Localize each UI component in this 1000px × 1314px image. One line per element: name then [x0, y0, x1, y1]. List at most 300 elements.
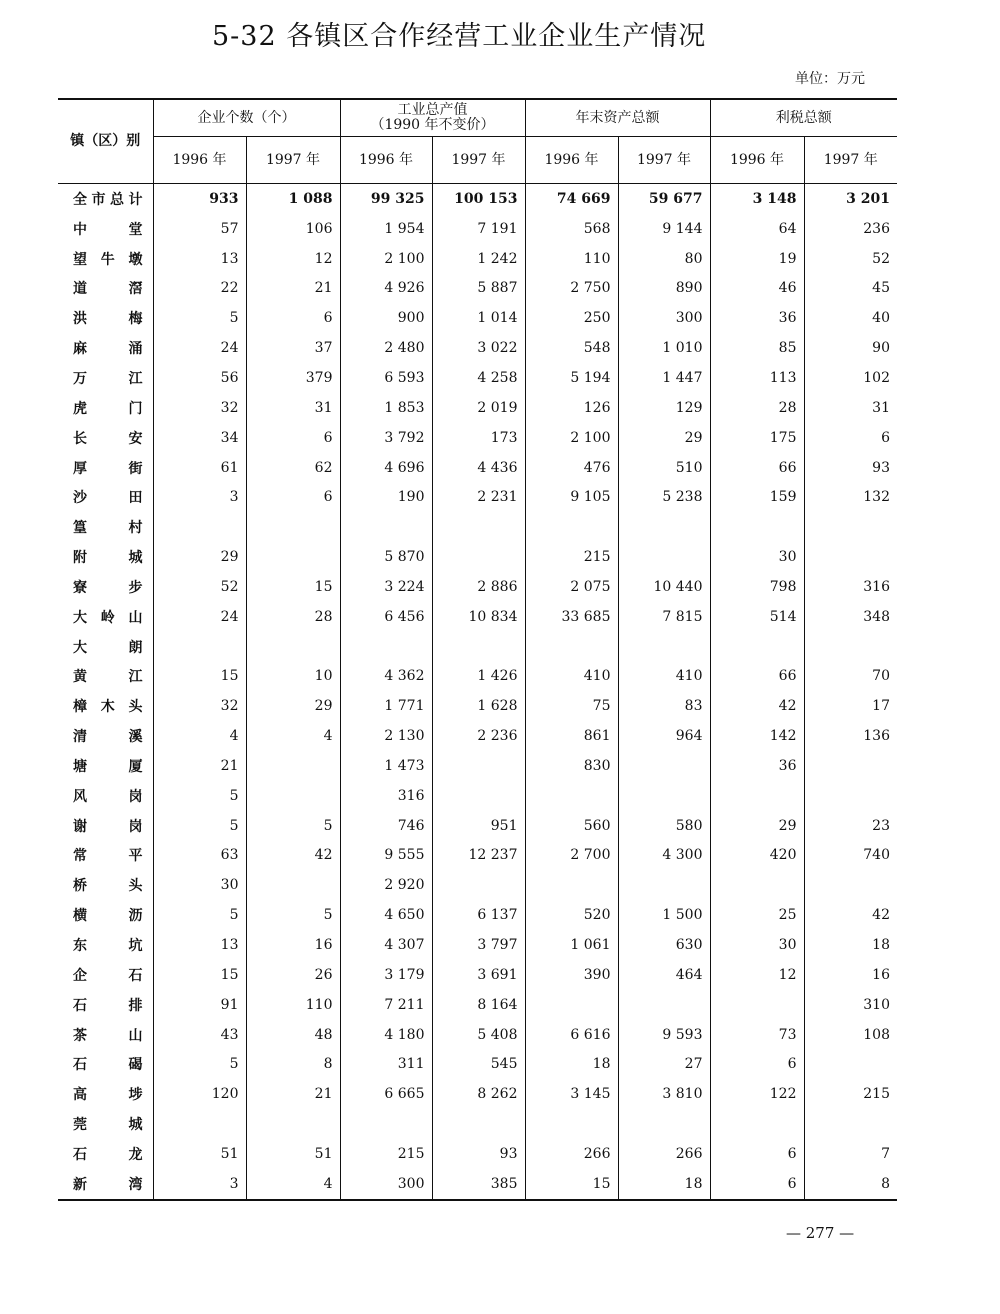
- value-cell: 3 797: [432, 930, 525, 960]
- value-cell: 75: [525, 691, 618, 721]
- value-cell: 560: [525, 811, 618, 841]
- group-header-enterprises: [153, 99, 340, 137]
- value-cell: 1 853: [340, 393, 432, 423]
- value-cell: 99 325: [340, 184, 432, 214]
- value-cell: 51: [153, 1139, 246, 1169]
- value-cell: 93: [432, 1139, 525, 1169]
- value-cell: 545: [432, 1049, 525, 1079]
- stub-header: 镇（区）别: [58, 99, 153, 184]
- value-cell: 10 440: [618, 572, 710, 602]
- value-cell: 46: [710, 274, 804, 304]
- value-cell: 2 700: [525, 841, 618, 871]
- town-name: 虎门: [73, 400, 143, 417]
- value-cell: 13: [153, 930, 246, 960]
- value-cell: 29: [710, 811, 804, 841]
- value-cell: 6 616: [525, 1020, 618, 1050]
- value-cell: [618, 781, 710, 811]
- town-name: 塘厦: [73, 758, 143, 775]
- value-cell: [804, 512, 897, 542]
- value-cell: 746: [340, 811, 432, 841]
- value-cell: 964: [618, 721, 710, 751]
- value-cell: 951: [432, 811, 525, 841]
- value-cell: 51: [246, 1139, 340, 1169]
- value-cell: 21: [246, 1079, 340, 1109]
- value-cell: 4 300: [618, 841, 710, 871]
- value-cell: 6: [246, 303, 340, 333]
- value-cell: 136: [804, 721, 897, 751]
- value-cell: 66: [710, 453, 804, 483]
- value-cell: 250: [525, 303, 618, 333]
- value-cell: 9 593: [618, 1020, 710, 1050]
- value-cell: 311: [340, 1049, 432, 1079]
- value-cell: 126: [525, 393, 618, 423]
- value-cell: 5: [246, 900, 340, 930]
- value-cell: [432, 870, 525, 900]
- table-row: [58, 244, 897, 274]
- table-row: [58, 870, 897, 900]
- value-cell: 1 954: [340, 214, 432, 244]
- value-cell: 464: [618, 960, 710, 990]
- value-cell: 266: [525, 1139, 618, 1169]
- value-cell: 36: [710, 751, 804, 781]
- value-cell: [246, 632, 340, 662]
- value-cell: 32: [153, 393, 246, 423]
- value-cell: 56: [153, 363, 246, 393]
- value-cell: 33 685: [525, 602, 618, 632]
- value-cell: 520: [525, 900, 618, 930]
- group-header-label: 年末资产总额: [575, 109, 660, 126]
- value-cell: [618, 751, 710, 781]
- value-cell: [525, 632, 618, 662]
- value-cell: 17: [804, 691, 897, 721]
- value-cell: 2 100: [525, 423, 618, 453]
- town-name: 黄江: [73, 669, 143, 686]
- value-cell: 3: [153, 1169, 246, 1200]
- town-name: 高埗: [73, 1087, 143, 1104]
- value-cell: 80: [618, 244, 710, 274]
- table-row: [58, 632, 897, 662]
- table-row: [58, 990, 897, 1020]
- value-cell: 24: [153, 333, 246, 363]
- town-name: 全市总计: [73, 191, 143, 208]
- value-cell: [340, 632, 432, 662]
- value-cell: 4 362: [340, 662, 432, 692]
- value-cell: 740: [804, 841, 897, 871]
- value-cell: 410: [525, 662, 618, 692]
- town-name: 常平: [73, 848, 143, 865]
- value-cell: 4: [153, 721, 246, 751]
- value-cell: 6 665: [340, 1079, 432, 1109]
- table-row: [58, 781, 897, 811]
- value-cell: 4: [246, 1169, 340, 1200]
- value-cell: 29: [246, 691, 340, 721]
- value-cell: 52: [153, 572, 246, 602]
- value-cell: 12 237: [432, 841, 525, 871]
- value-cell: 630: [618, 930, 710, 960]
- value-cell: 25: [710, 900, 804, 930]
- value-cell: 23: [804, 811, 897, 841]
- value-cell: 43: [153, 1020, 246, 1050]
- value-cell: 31: [804, 393, 897, 423]
- value-cell: 310: [804, 990, 897, 1020]
- town-name: 茶山: [73, 1027, 143, 1044]
- town-name: 横沥: [73, 908, 143, 925]
- value-cell: 2 480: [340, 333, 432, 363]
- table-row: [58, 363, 897, 393]
- value-cell: [246, 870, 340, 900]
- year-header: 1996 年: [340, 137, 432, 184]
- year-header: 1996 年: [710, 137, 804, 184]
- town-name: 樟木头: [73, 699, 143, 716]
- value-cell: 2 075: [525, 572, 618, 602]
- value-cell: 5 887: [432, 274, 525, 304]
- year-header: 1996 年: [153, 137, 246, 184]
- value-cell: 7 191: [432, 214, 525, 244]
- value-cell: 6: [710, 1049, 804, 1079]
- value-cell: 1 447: [618, 363, 710, 393]
- page-number: — 277 —: [786, 1224, 855, 1242]
- value-cell: 2 130: [340, 721, 432, 751]
- value-cell: 24: [153, 602, 246, 632]
- value-cell: 890: [618, 274, 710, 304]
- value-cell: [710, 632, 804, 662]
- value-cell: [246, 751, 340, 781]
- year-header: 1996 年: [525, 137, 618, 184]
- value-cell: [153, 512, 246, 542]
- table-row: [58, 303, 897, 333]
- value-cell: 3 691: [432, 960, 525, 990]
- value-cell: [618, 1109, 710, 1139]
- value-cell: 129: [618, 393, 710, 423]
- table-row: [58, 482, 897, 512]
- table-row: [58, 1139, 897, 1169]
- town-name: 大朗: [73, 639, 143, 656]
- value-cell: 15: [153, 662, 246, 692]
- table-row: [58, 602, 897, 632]
- value-cell: 5: [153, 811, 246, 841]
- value-cell: 3 224: [340, 572, 432, 602]
- value-cell: 4 307: [340, 930, 432, 960]
- value-cell: 12: [246, 244, 340, 274]
- town-name: 中堂: [73, 221, 143, 238]
- value-cell: 9 105: [525, 482, 618, 512]
- value-cell: 62: [246, 453, 340, 483]
- value-cell: 1 473: [340, 751, 432, 781]
- value-cell: 215: [340, 1139, 432, 1169]
- town-name: 企石: [73, 967, 143, 984]
- town-name: 寮步: [73, 579, 143, 596]
- value-cell: [432, 632, 525, 662]
- value-cell: 15: [525, 1169, 618, 1200]
- value-cell: 110: [525, 244, 618, 274]
- value-cell: 10 834: [432, 602, 525, 632]
- value-cell: 106: [246, 214, 340, 244]
- value-cell: [804, 542, 897, 572]
- value-cell: [525, 781, 618, 811]
- value-cell: 2 019: [432, 393, 525, 423]
- value-cell: 9 144: [618, 214, 710, 244]
- value-cell: 110: [246, 990, 340, 1020]
- value-cell: 1 088: [246, 184, 340, 214]
- total-row: [58, 184, 897, 214]
- value-cell: 6: [804, 423, 897, 453]
- year-header: 1997 年: [618, 137, 710, 184]
- data-table: [58, 98, 897, 1201]
- value-cell: 26: [246, 960, 340, 990]
- value-cell: 1 010: [618, 333, 710, 363]
- value-cell: [246, 1109, 340, 1139]
- table-row: [58, 333, 897, 363]
- value-cell: 3: [153, 482, 246, 512]
- value-cell: 2 750: [525, 274, 618, 304]
- value-cell: 316: [804, 572, 897, 602]
- value-cell: 933: [153, 184, 246, 214]
- group-header-assets: [525, 99, 710, 137]
- value-cell: 18: [804, 930, 897, 960]
- value-cell: 2 886: [432, 572, 525, 602]
- value-cell: 6 456: [340, 602, 432, 632]
- table-row: [58, 453, 897, 483]
- value-cell: 175: [710, 423, 804, 453]
- value-cell: 1 771: [340, 691, 432, 721]
- value-cell: 8: [804, 1169, 897, 1200]
- town-name: 万江: [73, 370, 143, 387]
- value-cell: 12: [710, 960, 804, 990]
- value-cell: 5: [246, 811, 340, 841]
- value-cell: 548: [525, 333, 618, 363]
- value-cell: 83: [618, 691, 710, 721]
- value-cell: [618, 990, 710, 1020]
- value-cell: [804, 1049, 897, 1079]
- value-cell: 15: [246, 572, 340, 602]
- value-cell: 7: [804, 1139, 897, 1169]
- value-cell: 420: [710, 841, 804, 871]
- value-cell: 6: [710, 1139, 804, 1169]
- value-cell: [246, 512, 340, 542]
- table-title: 5-32 各镇区合作经营工业企业生产情况: [212, 21, 707, 52]
- value-cell: 30: [710, 930, 804, 960]
- value-cell: 580: [618, 811, 710, 841]
- group-header-label: 企业个数（个）: [197, 109, 296, 126]
- value-cell: 385: [432, 1169, 525, 1200]
- value-cell: 4 650: [340, 900, 432, 930]
- value-cell: 9 555: [340, 841, 432, 871]
- table-row: [58, 662, 897, 692]
- value-cell: 8 262: [432, 1079, 525, 1109]
- value-cell: 6 593: [340, 363, 432, 393]
- value-cell: 4 696: [340, 453, 432, 483]
- value-cell: [618, 542, 710, 572]
- value-cell: [340, 1109, 432, 1139]
- value-cell: 379: [246, 363, 340, 393]
- value-cell: [525, 512, 618, 542]
- value-cell: 34: [153, 423, 246, 453]
- value-cell: 476: [525, 453, 618, 483]
- table-row: [58, 1169, 897, 1200]
- value-cell: 21: [153, 751, 246, 781]
- value-cell: 215: [525, 542, 618, 572]
- value-cell: 27: [618, 1049, 710, 1079]
- value-cell: 5 408: [432, 1020, 525, 1050]
- value-cell: 798: [710, 572, 804, 602]
- value-cell: 74 669: [525, 184, 618, 214]
- value-cell: 70: [804, 662, 897, 692]
- value-cell: 300: [618, 303, 710, 333]
- town-name: 洪梅: [73, 311, 143, 328]
- value-cell: 390: [525, 960, 618, 990]
- value-cell: 31: [246, 393, 340, 423]
- value-cell: 10: [246, 662, 340, 692]
- value-cell: 42: [246, 841, 340, 871]
- town-name: 厚街: [73, 460, 143, 477]
- value-cell: 42: [804, 900, 897, 930]
- value-cell: [153, 1109, 246, 1139]
- value-cell: 32: [153, 691, 246, 721]
- table-row: [58, 542, 897, 572]
- table-row: [58, 393, 897, 423]
- value-cell: 40: [804, 303, 897, 333]
- value-cell: 19: [710, 244, 804, 274]
- town-name: 麻涌: [73, 341, 143, 358]
- value-cell: [710, 512, 804, 542]
- value-cell: 28: [246, 602, 340, 632]
- town-name: 风岗: [73, 788, 143, 805]
- value-cell: [710, 990, 804, 1020]
- town-name: 大岭山: [73, 609, 143, 626]
- value-cell: 5: [153, 303, 246, 333]
- value-cell: 6: [710, 1169, 804, 1200]
- value-cell: 348: [804, 602, 897, 632]
- value-cell: 63: [153, 841, 246, 871]
- value-cell: [153, 632, 246, 662]
- value-cell: 1 426: [432, 662, 525, 692]
- value-cell: 30: [710, 542, 804, 572]
- value-cell: 37: [246, 333, 340, 363]
- value-cell: 3 148: [710, 184, 804, 214]
- town-name: 东坑: [73, 938, 143, 955]
- table-row: [58, 841, 897, 871]
- group-header-label: 工业总产值: [397, 102, 468, 118]
- value-cell: 52: [804, 244, 897, 274]
- town-name: 道滘: [73, 281, 143, 298]
- value-cell: 5 238: [618, 482, 710, 512]
- value-cell: 3 810: [618, 1079, 710, 1109]
- value-cell: [525, 990, 618, 1020]
- value-cell: [246, 781, 340, 811]
- town-name: 石龙: [73, 1146, 143, 1163]
- value-cell: 21: [246, 274, 340, 304]
- value-cell: [246, 542, 340, 572]
- value-cell: 410: [618, 662, 710, 692]
- value-cell: [804, 1109, 897, 1139]
- town-name: 石碣: [73, 1057, 143, 1074]
- value-cell: [710, 870, 804, 900]
- value-cell: 64: [710, 214, 804, 244]
- value-cell: 2 100: [340, 244, 432, 274]
- table-row: [58, 572, 897, 602]
- value-cell: [618, 512, 710, 542]
- town-name: 石排: [73, 997, 143, 1014]
- value-cell: 7 211: [340, 990, 432, 1020]
- value-cell: 5: [153, 1049, 246, 1079]
- table-row: [58, 214, 897, 244]
- value-cell: [432, 512, 525, 542]
- value-cell: 4 926: [340, 274, 432, 304]
- value-cell: [804, 870, 897, 900]
- value-cell: 2 236: [432, 721, 525, 751]
- value-cell: 3 145: [525, 1079, 618, 1109]
- value-cell: 16: [804, 960, 897, 990]
- town-name: 新湾: [58, 1169, 153, 1200]
- table-row: [58, 751, 897, 781]
- value-cell: [432, 542, 525, 572]
- value-cell: 8 164: [432, 990, 525, 1020]
- value-cell: 45: [804, 274, 897, 304]
- value-cell: 4 258: [432, 363, 525, 393]
- value-cell: 6 137: [432, 900, 525, 930]
- value-cell: 2 920: [340, 870, 432, 900]
- value-cell: 91: [153, 990, 246, 1020]
- value-cell: 1 242: [432, 244, 525, 274]
- value-cell: 120: [153, 1079, 246, 1109]
- table-row: [58, 960, 897, 990]
- table-row: [58, 274, 897, 304]
- value-cell: 108: [804, 1020, 897, 1050]
- value-cell: 7 815: [618, 602, 710, 632]
- value-cell: 18: [618, 1169, 710, 1200]
- value-cell: [432, 781, 525, 811]
- value-cell: 3 201: [804, 184, 897, 214]
- value-cell: 900: [340, 303, 432, 333]
- group-header-sublabel: （1990 年不变价）: [370, 117, 495, 133]
- value-cell: 29: [618, 423, 710, 453]
- value-cell: [804, 632, 897, 662]
- value-cell: 16: [246, 930, 340, 960]
- town-name: 谢岗: [73, 818, 143, 835]
- table-row: [58, 512, 897, 542]
- value-cell: [710, 1109, 804, 1139]
- value-cell: 28: [710, 393, 804, 423]
- value-cell: 61: [153, 453, 246, 483]
- value-cell: 3 022: [432, 333, 525, 363]
- value-cell: 66: [710, 662, 804, 692]
- value-cell: 30: [153, 870, 246, 900]
- value-cell: 4 436: [432, 453, 525, 483]
- value-cell: 5 870: [340, 542, 432, 572]
- year-header: 1997 年: [432, 137, 525, 184]
- table-row: [58, 930, 897, 960]
- table-row: [58, 900, 897, 930]
- value-cell: [618, 870, 710, 900]
- year-header: 1997 年: [246, 137, 340, 184]
- value-cell: 159: [710, 482, 804, 512]
- value-cell: 2 231: [432, 482, 525, 512]
- table-row: [58, 1020, 897, 1050]
- value-cell: 5: [153, 781, 246, 811]
- town-name: 附城: [73, 550, 143, 567]
- value-cell: [432, 751, 525, 781]
- value-cell: 6: [246, 423, 340, 453]
- town-name: 莞城: [73, 1117, 143, 1134]
- table-row: [58, 1049, 897, 1079]
- value-cell: 3 792: [340, 423, 432, 453]
- value-cell: 8: [246, 1049, 340, 1079]
- value-cell: 830: [525, 751, 618, 781]
- town-name: 篁村: [73, 520, 143, 537]
- year-header: 1997 年: [804, 137, 897, 184]
- group-header-output: [340, 99, 525, 137]
- value-cell: [525, 1109, 618, 1139]
